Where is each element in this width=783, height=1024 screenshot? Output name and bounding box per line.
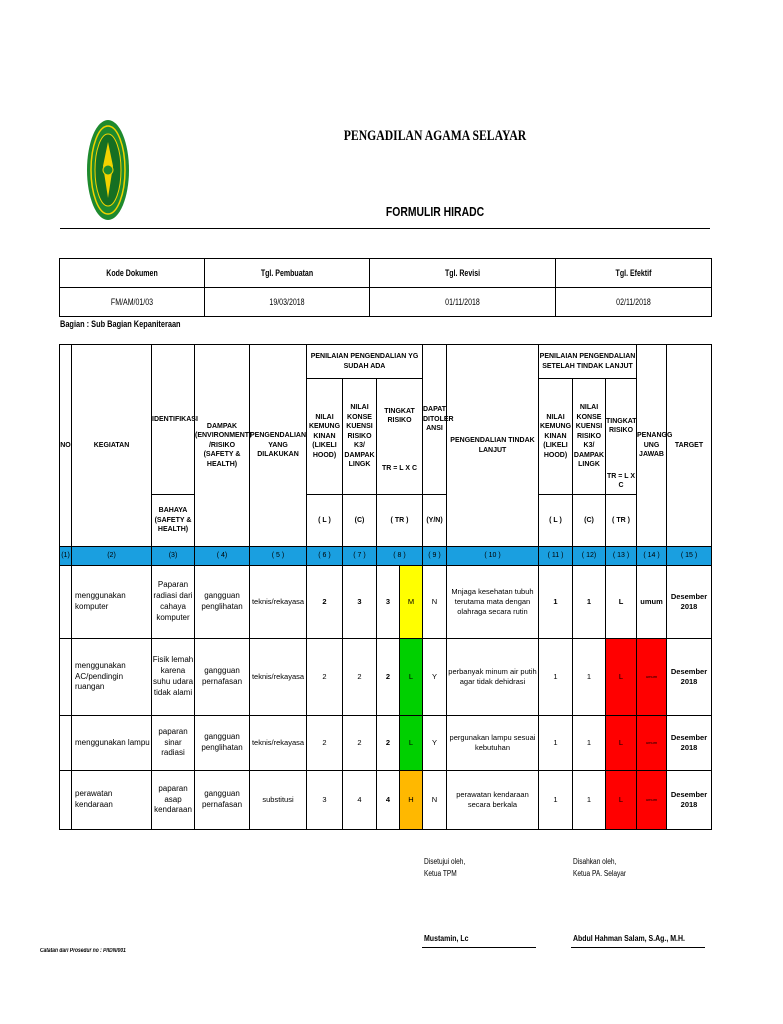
approver-name-right: Abdul Hahman Salam, S.Ag., M.H. <box>573 933 685 943</box>
doc-value-kode: FM/AM/01/03 <box>60 288 205 317</box>
org-title: PENGADILAN AGAMA SELAYAR <box>343 128 527 144</box>
approval-block-left: Disetujui oleh, Ketua TPM <box>424 857 466 879</box>
header-target: TARGET <box>667 345 712 547</box>
footnote: Catatan dari Prosedur no : P/IDN/001 <box>40 948 126 954</box>
table-row: menggunakan komputer Paparan radiasi dari cahaya komputer gangguan penglihatan teknis/rekayasa 2 3 3 M N Mnjaga kesehatan tubuh terutama mata dengan olahraga secara rutin 1 1 L umum Desember 2018 <box>60 566 712 639</box>
header-penilaian-awal: PENILAIAN PENGENDALIAN YG SUDAH ADA <box>307 345 423 379</box>
header-konsekuensi-2: NILAI KONSE KUENSI RISIKO K3/ DAMPAK LINGK <box>573 379 606 495</box>
risk-level-low: L <box>399 716 422 770</box>
approver-name-left: Mustamin, Lc <box>424 933 469 943</box>
header-dapat-ditoleransi: DAPAT DITOLER ANSI <box>423 345 447 495</box>
risk-level-medium: M <box>399 566 422 638</box>
risk-level-low: L <box>399 639 422 715</box>
header-identifikasi: IDENTIFIKASI <box>152 345 195 495</box>
table-row: menggunakan lampu paparan sinar radiasi gangguan penglihatan teknis/rekayasa 2 2 2 L Y pergunakan lampu sesuai kebutuhan 1 1 L umum Desember 2018 <box>60 716 712 771</box>
header-kegiatan: KEGIATAN <box>72 345 152 547</box>
header-no: NO <box>60 345 72 547</box>
doc-header-pembuatan: Tgl. Pembuatan <box>205 259 370 288</box>
doc-value-efektif: 02/11/2018 <box>556 288 712 317</box>
header-konsekuensi: NILAI KONSE KUENSI RISIKO K3/ DAMPAK LINGK <box>343 379 377 495</box>
signature-line-right <box>571 947 705 948</box>
header-kemungkinan: NILAI KEMUNG KINAN (LIKELI HOOD) <box>307 379 343 495</box>
header-bahaya: BAHAYA (SAFETY & HEALTH) <box>152 495 195 547</box>
header-penilaian-lanjut: PENILAIAN PENGENDALIAN SETELAH TINDAK LANJUT <box>539 345 637 379</box>
header-dampak: DAMPAK (ENVIRONMENT) /RISIKO (SAFETY & HEALTH) <box>195 345 250 547</box>
header-yn: (Y/N) <box>423 495 447 547</box>
column-index-row: (1) (2) (3) ( 4) ( 5 ) ( 6 ) ( 7 ) ( 8 ) ( 9 ) ( 10 ) ( 11 ) ( 12) ( 13 ) ( 14 ) ( 15 ) <box>60 547 712 566</box>
header-tr-2: ( TR ) <box>606 495 637 547</box>
table-row: menggunakan AC/pendingin ruangan Fisik lemah karena suhu udara tidak alami gangguan pernafasan teknis/rekayasa 2 2 2 L Y perbanyak minum air putih agar tidak dehidrasi 1 1 L umum Desember 2018 <box>60 639 712 716</box>
title-divider <box>60 228 710 229</box>
form-title: FORMULIR HIRADC <box>385 204 485 219</box>
table-row: perawatan kendaraan paparan asap kendaraan gangguan pernafasan substitusi 3 4 4 H N perawatan kendaraan secara berkala 1 1 L umum Desember 2018 <box>60 771 712 830</box>
header-tindak-lanjut: PENGENDALIAN TINDAK LANJUT <box>447 345 539 547</box>
signature-line-left <box>422 947 536 948</box>
header-pengendalian: PENGENDALIAN YANG DILAKUKAN <box>250 345 307 547</box>
header-tingkat-risiko-2: TINGKAT RISIKO TR = L X C <box>606 379 637 495</box>
doc-header-kode: Kode Dokumen <box>60 259 205 288</box>
doc-header-efektif: Tgl. Efektif <box>556 259 712 288</box>
section-label: Bagian : Sub Bagian Kepaniteraan <box>60 319 181 329</box>
doc-value-pembuatan: 19/03/2018 <box>205 288 370 317</box>
header-l-2: ( L ) <box>539 495 573 547</box>
risk-level-after: L <box>606 716 637 771</box>
header-c-2: (C) <box>573 495 606 547</box>
approval-block-right: Disahkan oleh, Ketua PA. Selayar <box>573 857 627 879</box>
risk-level-after: L <box>606 639 637 716</box>
doc-value-revisi: 01/11/2018 <box>370 288 556 317</box>
header-tr: ( TR ) <box>377 495 423 547</box>
header-l: ( L ) <box>307 495 343 547</box>
header-penanggung-jawab: PENANGG UNG JAWAB <box>637 345 667 547</box>
risk-level-high: H <box>399 771 422 829</box>
header-kemungkinan-2: NILAI KEMUNG KINAN (LIKELI HOOD) <box>539 379 573 495</box>
document-info-table <box>59 258 712 317</box>
header-tingkat-risiko: TINGKAT RISIKO TR = L X C <box>377 379 423 495</box>
doc-header-revisi: Tgl. Revisi <box>370 259 556 288</box>
risk-level-after: L <box>606 771 637 830</box>
hiradc-table <box>59 344 712 830</box>
risk-level-after: L <box>606 566 637 639</box>
header-c: (C) <box>343 495 377 547</box>
